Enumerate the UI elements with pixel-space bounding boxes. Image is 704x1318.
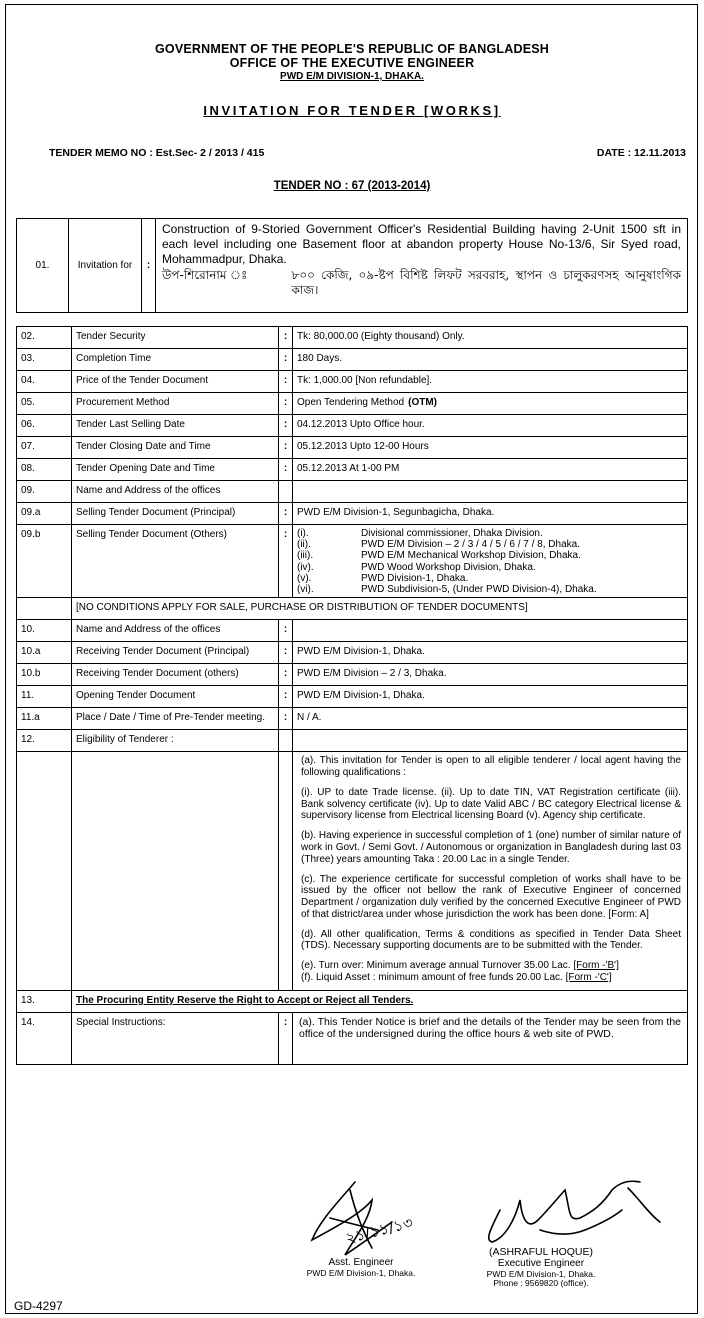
row-value bbox=[293, 730, 688, 752]
row-colon: : bbox=[279, 642, 293, 664]
eligibility-details bbox=[293, 752, 688, 991]
left-signature-date: ২১/১১/১৩ bbox=[343, 1213, 415, 1248]
special-instructions: (a). This Tender Notice is brief and the details of the Tender may be seen from the office of the undersigned during the office hours & web site of PWD. bbox=[293, 1012, 688, 1064]
row-label: Tender Last Selling Date bbox=[72, 415, 279, 437]
no-conditions-notice: [NO CONDITIONS APPLY FOR SALE, PURCHASE OR DISTRIBUTION OF TENDER DOCUMENTS] bbox=[72, 598, 688, 620]
row-number: 12. bbox=[17, 730, 72, 752]
eligibility-d: (d). All other qualification, Terms & conditions as specified in Tender Data Sheet (TDS). Necessary supporting documents are to be submitted with the Tender. bbox=[301, 928, 681, 952]
tender-memo-no: TENDER MEMO NO : Est.Sec- 2 / 2013 / 415 bbox=[49, 147, 265, 159]
list-item: PWD Subdivision-5, (Under PWD Division-4), Dhaka. bbox=[361, 583, 597, 595]
executive-engineer-block bbox=[466, 1246, 616, 1289]
row-label: Completion Time bbox=[72, 349, 279, 371]
row-value: 180 Days. bbox=[293, 349, 688, 371]
table-row bbox=[17, 327, 688, 349]
row-colon: : bbox=[279, 327, 293, 349]
row-label: Receiving Tender Document (others) bbox=[72, 664, 279, 686]
row-label: Name and Address of the offices bbox=[72, 481, 279, 503]
table-row bbox=[17, 525, 688, 598]
row-colon bbox=[279, 730, 293, 752]
row-number: 08. bbox=[17, 459, 72, 481]
row-label: Invitation for bbox=[69, 219, 142, 313]
row-value: Open Tendering Method (OTM) bbox=[293, 393, 688, 415]
row-colon: : bbox=[142, 219, 156, 313]
asst-engineer-title: Asst. Engineer bbox=[328, 1257, 394, 1268]
table-row bbox=[17, 598, 688, 620]
table-row bbox=[17, 730, 688, 752]
row-colon: : bbox=[279, 349, 293, 371]
row-colon: : bbox=[279, 708, 293, 730]
table-row bbox=[17, 393, 688, 415]
table-row bbox=[17, 219, 688, 313]
list-item-number: (i). bbox=[297, 528, 309, 539]
row-number: 13. bbox=[17, 990, 72, 1012]
row-number: 09. bbox=[17, 481, 72, 503]
row-number: 02. bbox=[17, 327, 72, 349]
row-number: 09.b bbox=[17, 525, 72, 598]
executive-engineer-office: PWD E/M Division-1, Dhaka. bbox=[486, 1268, 596, 1279]
row-number: 05. bbox=[17, 393, 72, 415]
row-number: 11.a bbox=[17, 708, 72, 730]
invitation-table bbox=[16, 218, 688, 313]
signature-area bbox=[0, 1160, 704, 1300]
row-value: PWD E/M Division-1, Dhaka. bbox=[293, 686, 688, 708]
list-item-number: (iv). bbox=[297, 561, 314, 573]
row-colon: : bbox=[279, 664, 293, 686]
list-item: PWD Division-1, Dhaka. bbox=[361, 572, 469, 584]
table-row bbox=[17, 371, 688, 393]
row-number: 10.a bbox=[17, 642, 72, 664]
row-value bbox=[293, 481, 688, 503]
table-row bbox=[17, 990, 688, 1012]
row-number: 07. bbox=[17, 437, 72, 459]
table-row bbox=[17, 708, 688, 730]
list-item: PWD Wood Workshop Division, Dhaka. bbox=[361, 561, 536, 573]
row-value: 05.12.2013 Upto 12-00 Hours bbox=[293, 437, 688, 459]
row-value: Tk: 80,000.00 (Eighty thousand) Only. bbox=[293, 327, 688, 349]
row-number: 10.b bbox=[17, 664, 72, 686]
header-government: GOVERNMENT OF THE PEOPLE'S REPUBLIC OF BANGLADESH bbox=[154, 42, 550, 56]
row-number: 10. bbox=[17, 620, 72, 642]
row-label: Procurement Method bbox=[72, 393, 279, 415]
subtitle-block bbox=[162, 268, 681, 298]
table-row bbox=[17, 1012, 688, 1064]
list-item: Divisional commissioner, Dhaka Division. bbox=[361, 528, 543, 539]
asst-engineer-office: PWD E/M Division-1, Dhaka. bbox=[306, 1267, 416, 1278]
right-signature-stroke bbox=[540, 1188, 660, 1234]
eligibility-i: (i). UP to date Trade license. (ii). Up to date TIN, VAT Registration certificate (iii). Bank solvency certificate (iv). Up to date Valid ABC / BC category Electrical license & supervisory license from Electrical licensing Board (v). Agency ship certificate. bbox=[301, 786, 681, 822]
work-description-cell bbox=[156, 219, 688, 313]
row-value: PWD E/M Division-1, Dhaka. bbox=[293, 642, 688, 664]
row-number: 09.a bbox=[17, 503, 72, 525]
table-row bbox=[17, 415, 688, 437]
work-description: Construction of 9-Storied Government Officer's Residential Building having 2-Unit 1500 sft in each level including one Basement floor at abandon property House No-13/6, Sir Syed road, Mohammadpur, Dhaka. bbox=[162, 222, 681, 266]
row-colon: : bbox=[279, 415, 293, 437]
row-value: 04.12.2013 Upto Office hour. bbox=[293, 415, 688, 437]
table-row bbox=[17, 620, 688, 642]
other-offices-cell bbox=[293, 525, 688, 598]
row-value: PWD E/M Division – 2 / 3, Dhaka. bbox=[293, 664, 688, 686]
row-label: Selling Tender Document (Others) bbox=[72, 525, 279, 598]
table-row bbox=[17, 752, 688, 991]
row-colon: : bbox=[279, 620, 293, 642]
table-row bbox=[17, 664, 688, 686]
table-row bbox=[17, 481, 688, 503]
table-row bbox=[17, 349, 688, 371]
row-colon: : bbox=[279, 393, 293, 415]
eligibility-a: (a). This invitation for Tender is open to all eligible tenderer / local agent having the following qualifications : bbox=[301, 755, 681, 778]
row-value: 05.12.2013 At 1-00 PM bbox=[293, 459, 688, 481]
notice-title: INVITATION FOR TENDER [WORKS] bbox=[203, 103, 501, 118]
other-offices-list bbox=[297, 528, 683, 595]
tender-details-table bbox=[16, 326, 688, 1065]
executive-engineer-name: (ASHRAFUL HOQUE) bbox=[488, 1246, 594, 1258]
table-row bbox=[17, 686, 688, 708]
row-colon: : bbox=[279, 503, 293, 525]
row-label: Price of the Tender Document bbox=[72, 371, 279, 393]
list-item: PWD E/M Division – 2 / 3 / 4 / 5 / 6 / 7 / 8, Dhaka. bbox=[361, 539, 580, 551]
table-row bbox=[17, 503, 688, 525]
row-number: 14. bbox=[17, 1012, 72, 1064]
row-number: 01. bbox=[17, 219, 69, 313]
row-label: Name and Address of the offices bbox=[72, 620, 279, 642]
list-item-number: (vi). bbox=[297, 583, 314, 595]
row-label: Tender Closing Date and Time bbox=[72, 437, 279, 459]
row-colon: : bbox=[279, 686, 293, 708]
reserve-right-statement: The Procuring Entity Reserve the Right to Accept or Reject all Tenders. bbox=[72, 990, 688, 1012]
form-b-link: [Form -'B'] bbox=[573, 960, 619, 972]
eligibility-c: (c). The experience certificate for successful completion of works shall have to be issued by the officer not bellow the rank of Executive Engineer of concerned Department / organization duly verified by the concerned Executive Engineer of PWD of that district/area under whose jurisdiction the work has been done. [Form: A] bbox=[301, 873, 681, 920]
right-signature-stroke bbox=[489, 1181, 640, 1242]
list-item-number: (iii). bbox=[297, 550, 314, 562]
asst-engineer-block bbox=[276, 1257, 446, 1278]
row-label: Selling Tender Document (Principal) bbox=[72, 503, 279, 525]
form-c-link: [Form -'C'] bbox=[565, 972, 612, 984]
row-colon: : bbox=[279, 459, 293, 481]
row-number: 06. bbox=[17, 415, 72, 437]
row-value bbox=[293, 620, 688, 642]
list-item: PWD E/M Mechanical Workshop Division, Dhaka. bbox=[361, 550, 581, 562]
eligibility-f: (f). Liquid Asset : minimum amount of free funds 20.00 Lac. [Form -'C'] bbox=[301, 972, 612, 984]
row-label: Tender Opening Date and Time bbox=[72, 459, 279, 481]
row-label: Opening Tender Document bbox=[72, 686, 279, 708]
header-office: OFFICE OF THE EXECUTIVE ENGINEER bbox=[229, 56, 475, 70]
row-number: 11. bbox=[17, 686, 72, 708]
header-division: PWD E/M DIVISION-1, DHAKA. bbox=[280, 71, 424, 82]
executive-engineer-title: Executive Engineer bbox=[497, 1258, 585, 1270]
row-value: PWD E/M Division-1, Segunbagicha, Dhaka. bbox=[293, 503, 688, 525]
row-number: 04. bbox=[17, 371, 72, 393]
subtitle-text: ৮০০ কেজি, ০৯-ষ্টপ বিশিষ্ট লিফট সরবরাহ, স্থাপন ও চালুকরণসহ আনুষাংগিক কাজ। bbox=[291, 268, 681, 297]
subtitle-label: উপ-শিরোনাম ঃ bbox=[162, 268, 248, 282]
executive-engineer-phone: Phone : 9569820 (office). bbox=[493, 1278, 589, 1289]
row-colon: : bbox=[279, 437, 293, 459]
row-label: Special Instructions: bbox=[72, 1012, 279, 1064]
row-label: Place / Date / Time of Pre-Tender meeting. bbox=[72, 708, 279, 730]
row-value: Tk: 1,000.00 [Non refundable]. bbox=[293, 371, 688, 393]
table-row bbox=[17, 459, 688, 481]
row-value: N / A. bbox=[293, 708, 688, 730]
row-colon: : bbox=[279, 1012, 293, 1064]
tender-number: TENDER NO : 67 (2013-2014) bbox=[273, 180, 431, 192]
eligibility-b: (b). Having experience in successful completion of 1 (one) number of similar nature of work in Govt. / Semi Govt. / Autonomous or organization in Bangladesh during last 03 (Three) years amounting Taka : 20.00 Lac in a single Tender. bbox=[301, 830, 681, 865]
footer-code: GD-4297 bbox=[14, 1299, 63, 1313]
row-colon bbox=[279, 481, 293, 503]
row-colon: : bbox=[279, 371, 293, 393]
list-item-number: (ii). bbox=[297, 539, 311, 551]
table-row bbox=[17, 437, 688, 459]
row-label: Receiving Tender Document (Principal) bbox=[72, 642, 279, 664]
row-colon: : bbox=[279, 525, 293, 598]
row-label: Eligibility of Tenderer : bbox=[72, 730, 279, 752]
row-number: 03. bbox=[17, 349, 72, 371]
eligibility-e: (e). Turn over: Minimum average annual Turnover 35.00 Lac. [Form -'B'] bbox=[301, 960, 619, 972]
table-row bbox=[17, 642, 688, 664]
list-item-number: (v). bbox=[297, 572, 312, 584]
memo-date: DATE : 12.11.2013 bbox=[596, 147, 686, 159]
row-label: Tender Security bbox=[72, 327, 279, 349]
